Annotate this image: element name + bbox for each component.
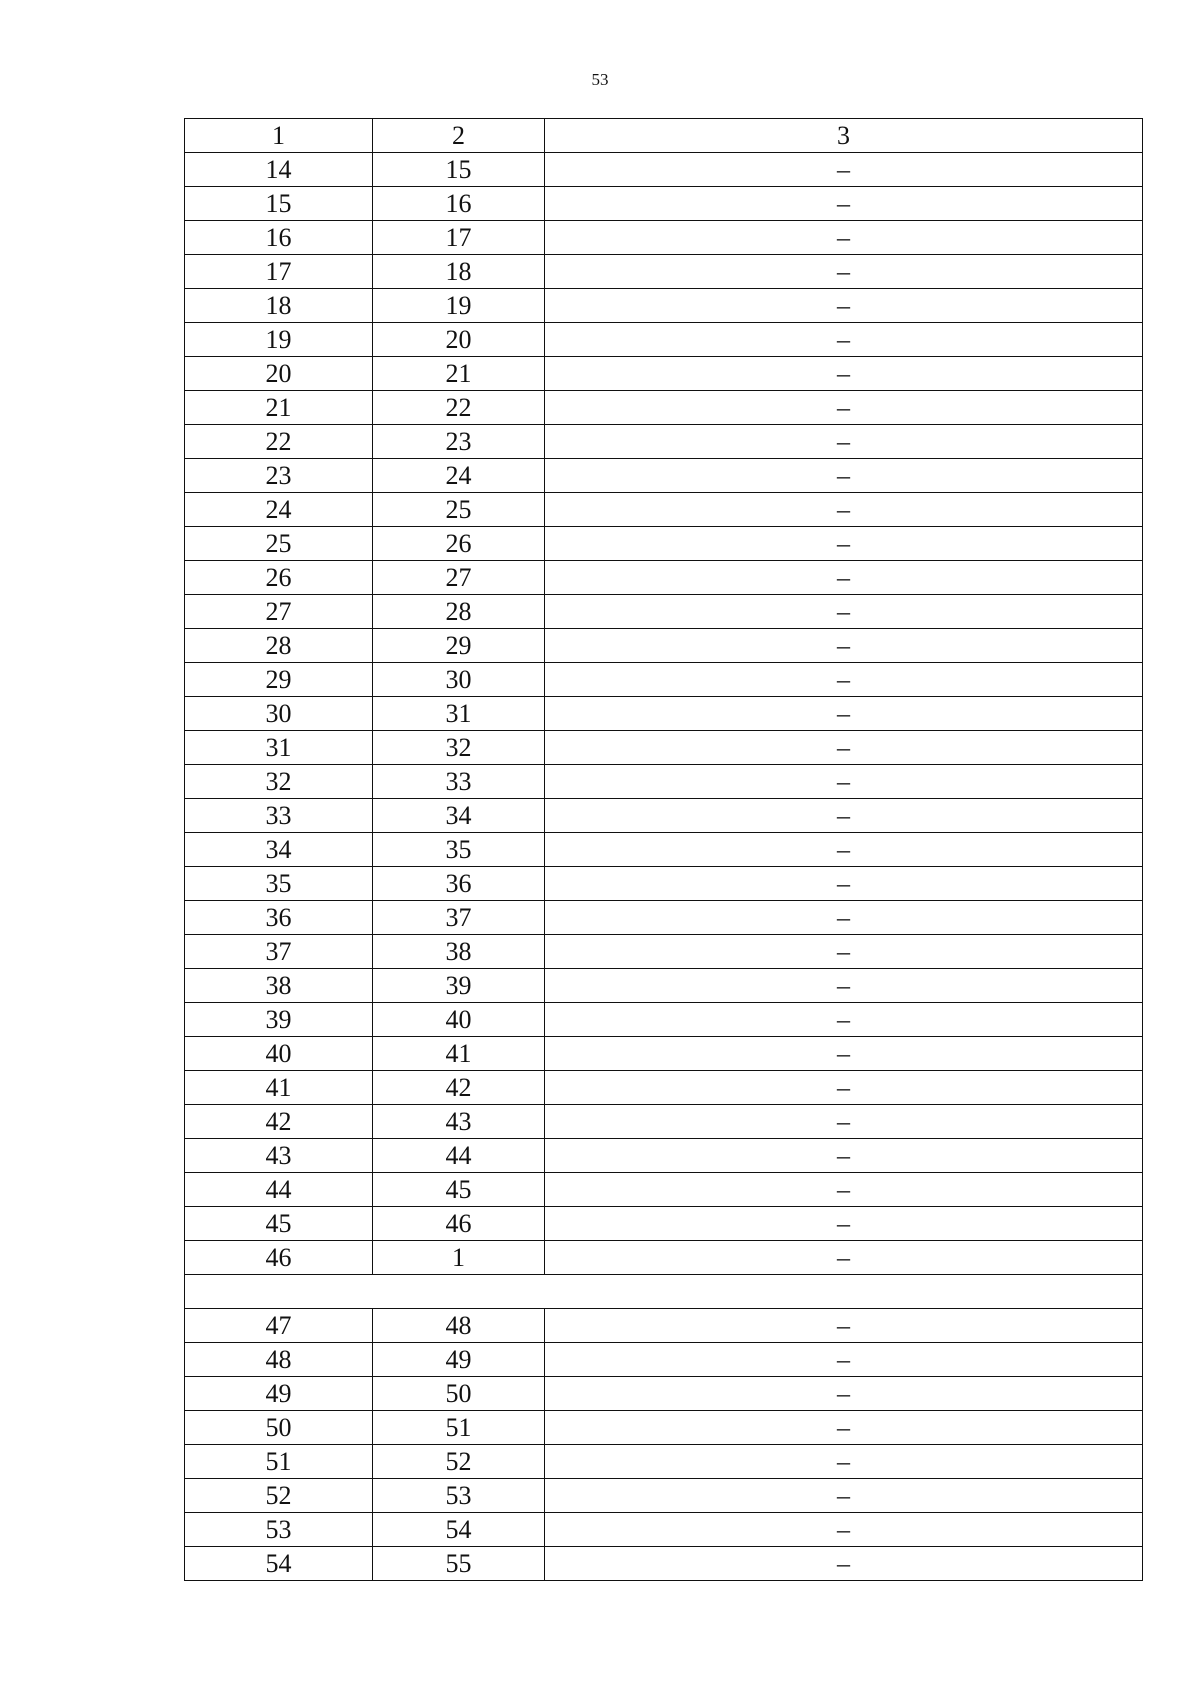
table-separator-row [185, 1275, 1143, 1309]
table-cell-col-1: 33 [185, 799, 373, 833]
table-cell-col-3: – [545, 1105, 1143, 1139]
table-cell-col-3: – [545, 221, 1143, 255]
header-cell-1: 1 [185, 119, 373, 153]
table-row [185, 935, 1143, 969]
table-cell-col-3: – [545, 663, 1143, 697]
table-cell-col-1: 20 [185, 357, 373, 391]
table-cell-col-1: 31 [185, 731, 373, 765]
data-table [184, 118, 1143, 1581]
table-cell-col-2: 43 [373, 1105, 545, 1139]
table-row [185, 221, 1143, 255]
table-cell-col-1: 43 [185, 1139, 373, 1173]
table-cell-col-1: 49 [185, 1377, 373, 1411]
table-row [185, 629, 1143, 663]
table-row [185, 1479, 1143, 1513]
header-cell-3: 3 [545, 119, 1143, 153]
table-cell-col-3: – [545, 561, 1143, 595]
table-row [185, 595, 1143, 629]
table-row [185, 1343, 1143, 1377]
table-row [185, 561, 1143, 595]
table-cell-col-2: 52 [373, 1445, 545, 1479]
table-cell-col-2: 54 [373, 1513, 545, 1547]
table-row [185, 1037, 1143, 1071]
table-cell-col-2: 21 [373, 357, 545, 391]
table-cell-col-2: 30 [373, 663, 545, 697]
table-cell-col-2: 33 [373, 765, 545, 799]
table-cell-col-3: – [545, 1445, 1143, 1479]
table-cell-col-3: – [545, 731, 1143, 765]
table-cell-col-3: – [545, 153, 1143, 187]
table-cell-col-1: 34 [185, 833, 373, 867]
table-cell-col-2: 46 [373, 1207, 545, 1241]
table-cell-col-1: 22 [185, 425, 373, 459]
table-cell-col-3: – [545, 1071, 1143, 1105]
table-cell-col-1: 32 [185, 765, 373, 799]
table-cell-col-3: – [545, 527, 1143, 561]
table-row [185, 765, 1143, 799]
table-row [185, 255, 1143, 289]
table-cell-col-1: 51 [185, 1445, 373, 1479]
table-row [185, 867, 1143, 901]
table-cell-col-3: – [545, 833, 1143, 867]
table-cell-col-1: 40 [185, 1037, 373, 1071]
table-cell-col-2: 29 [373, 629, 545, 663]
table-cell-col-1: 15 [185, 187, 373, 221]
table-cell-col-3: – [545, 1479, 1143, 1513]
table-cell-col-2: 17 [373, 221, 545, 255]
table-cell-col-1: 18 [185, 289, 373, 323]
table-row [185, 1377, 1143, 1411]
table-cell-col-1: 35 [185, 867, 373, 901]
table-cell-col-2: 18 [373, 255, 545, 289]
table-cell-col-2: 34 [373, 799, 545, 833]
table-row [185, 799, 1143, 833]
table-cell-col-3: – [545, 629, 1143, 663]
table-cell-col-2: 44 [373, 1139, 545, 1173]
table-cell-col-1: 21 [185, 391, 373, 425]
table-cell-col-1: 19 [185, 323, 373, 357]
table-cell-col-2: 31 [373, 697, 545, 731]
table-cell-col-2: 51 [373, 1411, 545, 1445]
table-row [185, 697, 1143, 731]
table-cell-col-3: – [545, 1377, 1143, 1411]
table-row [185, 1105, 1143, 1139]
table-cell-col-1: 50 [185, 1411, 373, 1445]
table-cell-col-2: 55 [373, 1547, 545, 1581]
table-row [185, 391, 1143, 425]
table-cell-col-1: 52 [185, 1479, 373, 1513]
table-cell-col-2: 42 [373, 1071, 545, 1105]
table-row [185, 1003, 1143, 1037]
table-cell-col-2: 32 [373, 731, 545, 765]
table-cell-col-1: 41 [185, 1071, 373, 1105]
table-cell-col-3: – [545, 1207, 1143, 1241]
table-cell-col-1: 36 [185, 901, 373, 935]
table-cell-col-2: 20 [373, 323, 545, 357]
header-cell-2: 2 [373, 119, 545, 153]
table-cell-col-3: – [545, 391, 1143, 425]
table-cell-col-3: – [545, 1173, 1143, 1207]
table-row [185, 459, 1143, 493]
table-cell-col-3: – [545, 459, 1143, 493]
table-cell-col-3: – [545, 969, 1143, 1003]
table-cell-col-1: 26 [185, 561, 373, 595]
table-row [185, 153, 1143, 187]
table-cell-col-1: 23 [185, 459, 373, 493]
table-cell-col-3: – [545, 595, 1143, 629]
table-cell-col-1: 30 [185, 697, 373, 731]
table-cell-col-2: 48 [373, 1309, 545, 1343]
table-cell-col-1: 17 [185, 255, 373, 289]
table-row [185, 357, 1143, 391]
table-cell-col-2: 37 [373, 901, 545, 935]
table-cell-col-2: 38 [373, 935, 545, 969]
table-cell-col-3: – [545, 765, 1143, 799]
table-cell-col-3: – [545, 1037, 1143, 1071]
table-row [185, 901, 1143, 935]
table-cell-col-2: 15 [373, 153, 545, 187]
page-number: 53 [591, 70, 609, 89]
table-cell-col-3: – [545, 1411, 1143, 1445]
table-row [185, 1547, 1143, 1581]
table-row [185, 1207, 1143, 1241]
table-cell-col-2: 39 [373, 969, 545, 1003]
table-row [185, 1513, 1143, 1547]
table-cell-col-3: – [545, 867, 1143, 901]
table-row [185, 289, 1143, 323]
table-cell-col-3: – [545, 1547, 1143, 1581]
separator-cell [185, 1275, 1143, 1309]
table-cell-col-1: 27 [185, 595, 373, 629]
table-cell-col-3: – [545, 1343, 1143, 1377]
table-cell-col-3: – [545, 1003, 1143, 1037]
table-cell-col-3: – [545, 357, 1143, 391]
table-cell-col-2: 49 [373, 1343, 545, 1377]
table-cell-col-1: 53 [185, 1513, 373, 1547]
table-cell-col-2: 28 [373, 595, 545, 629]
table-cell-col-2: 53 [373, 1479, 545, 1513]
table-cell-col-3: – [545, 799, 1143, 833]
table-cell-col-1: 42 [185, 1105, 373, 1139]
table-body [185, 119, 1143, 1581]
table-cell-col-2: 41 [373, 1037, 545, 1071]
table-cell-col-1: 47 [185, 1309, 373, 1343]
table-row [185, 1241, 1143, 1275]
table-cell-col-2: 50 [373, 1377, 545, 1411]
table-row [185, 187, 1143, 221]
table-cell-col-1: 14 [185, 153, 373, 187]
table-cell-col-3: – [545, 1139, 1143, 1173]
table-row [185, 1445, 1143, 1479]
table-cell-col-3: – [545, 187, 1143, 221]
table-row [185, 969, 1143, 1003]
table-cell-col-3: – [545, 935, 1143, 969]
table-cell-col-3: – [545, 1241, 1143, 1275]
table-cell-col-2: 19 [373, 289, 545, 323]
table-row [185, 1173, 1143, 1207]
table-row [185, 1071, 1143, 1105]
table-cell-col-3: – [545, 901, 1143, 935]
table-cell-col-1: 38 [185, 969, 373, 1003]
table-row [185, 1139, 1143, 1173]
table-cell-col-3: – [545, 493, 1143, 527]
table-cell-col-1: 29 [185, 663, 373, 697]
table-row [185, 1309, 1143, 1343]
table-row [185, 731, 1143, 765]
table-cell-col-1: 25 [185, 527, 373, 561]
table-cell-col-3: – [545, 323, 1143, 357]
table-cell-col-2: 36 [373, 867, 545, 901]
table-cell-col-2: 23 [373, 425, 545, 459]
table-cell-col-3: – [545, 425, 1143, 459]
table-cell-col-2: 16 [373, 187, 545, 221]
table-cell-col-1: 44 [185, 1173, 373, 1207]
table-cell-col-2: 35 [373, 833, 545, 867]
table-row [185, 833, 1143, 867]
table-cell-col-1: 37 [185, 935, 373, 969]
table-row [185, 425, 1143, 459]
table-cell-col-3: – [545, 289, 1143, 323]
table-cell-col-3: – [545, 255, 1143, 289]
table-cell-col-2: 22 [373, 391, 545, 425]
table-header-row [185, 119, 1143, 153]
table-cell-col-1: 39 [185, 1003, 373, 1037]
table-cell-col-1: 48 [185, 1343, 373, 1377]
table-cell-col-2: 24 [373, 459, 545, 493]
table-row [185, 323, 1143, 357]
table-cell-col-3: – [545, 1309, 1143, 1343]
table-row [185, 527, 1143, 561]
table-cell-col-2: 25 [373, 493, 545, 527]
table-cell-col-1: 24 [185, 493, 373, 527]
table-cell-col-1: 46 [185, 1241, 373, 1275]
table-cell-col-2: 1 [373, 1241, 545, 1275]
table-cell-col-2: 27 [373, 561, 545, 595]
table-cell-col-3: – [545, 697, 1143, 731]
table-cell-col-2: 26 [373, 527, 545, 561]
table-cell-col-1: 16 [185, 221, 373, 255]
table-cell-col-1: 54 [185, 1547, 373, 1581]
table-row [185, 663, 1143, 697]
table-cell-col-3: – [545, 1513, 1143, 1547]
table-row [185, 493, 1143, 527]
table-row [185, 1411, 1143, 1445]
table-cell-col-2: 45 [373, 1173, 545, 1207]
table-cell-col-1: 45 [185, 1207, 373, 1241]
table-cell-col-2: 40 [373, 1003, 545, 1037]
table-cell-col-1: 28 [185, 629, 373, 663]
